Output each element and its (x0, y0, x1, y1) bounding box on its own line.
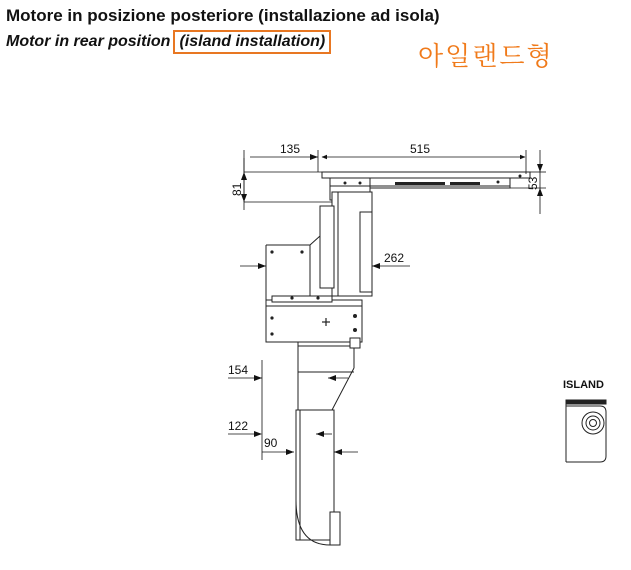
korean-annotation: 아일랜드형 (418, 42, 554, 72)
dim-81: 81 (230, 182, 244, 196)
exhaust-duct (296, 346, 354, 545)
title-english-highlight: (island installation) (173, 30, 331, 54)
island-icon (566, 400, 606, 462)
dim-122: 122 (228, 419, 249, 433)
dim-515: 515 (410, 142, 431, 156)
title-italian: Motore in posizione posteriore (installazione ad isola) (6, 6, 440, 25)
dim-53: 53 (526, 176, 540, 190)
vertical-duct (320, 192, 372, 296)
dim-135: 135 (280, 142, 301, 156)
island-label: ISLAND (563, 379, 604, 391)
title-english-prefix: Motor in rear position (6, 33, 171, 50)
dim-90: 90 (264, 436, 278, 450)
dim-262: 262 (384, 251, 405, 265)
dim-154: 154 (228, 363, 249, 377)
island-legend (563, 379, 606, 462)
